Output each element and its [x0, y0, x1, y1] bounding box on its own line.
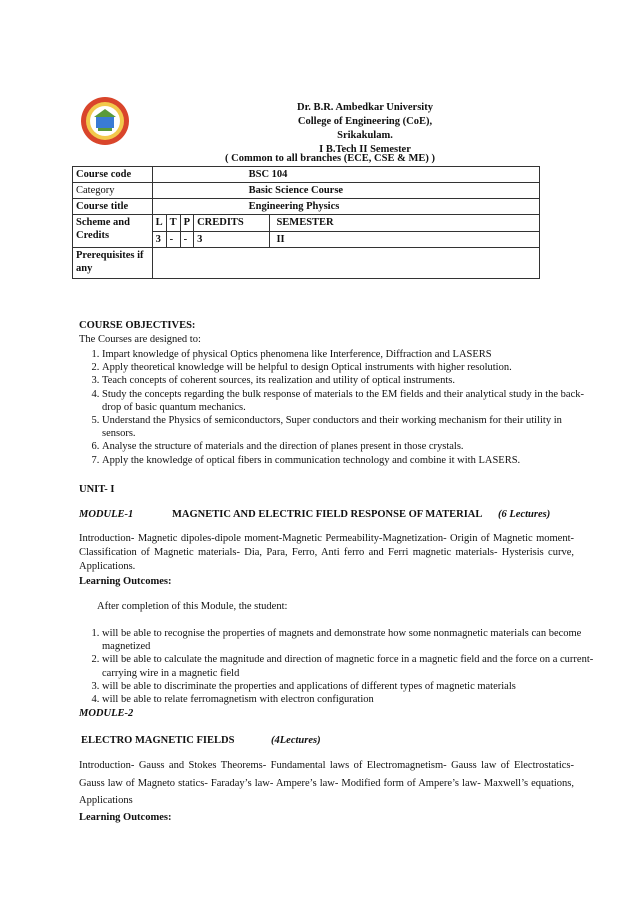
module1-body: Introduction- Magnetic dipoles-dipole moment-Magnetic Permeability-Magnetization- Origin of Magnetic moment- Classification of Magnetic materials- Dia, Para, Ferro, Anti ferro and Ferri magnetic materials- Hysterisis curve, Applications.: [79, 533, 574, 572]
college-name: College of Engineering (CoE),: [297, 116, 433, 127]
list-item: 3. will be able to discriminate the properties and applications of different types of magnetic materials: [102, 680, 597, 693]
course-info-table: [72, 166, 540, 279]
category-label: Category: [73, 183, 153, 199]
branches-note: ( Common to all branches (ECE, CSE & ME) ): [225, 153, 435, 164]
module1-outcomes-heading: Learning Outcomes:: [79, 576, 172, 587]
module2-outcomes-heading: Learning Outcomes:: [79, 812, 172, 823]
val-l: 3: [152, 231, 166, 248]
module2-title: ELECTRO MAGNETIC FIELDS: [81, 735, 235, 746]
module2-label: MODULE-2: [79, 708, 134, 719]
objectives-intro: The Courses are designed to:: [79, 334, 201, 345]
list-item: 4. Study the concepts regarding the bulk response of materials to the EM fields and their analytical study in the back-drop of basic quantum mechanics.: [102, 388, 597, 414]
list-item: 6. Analyse the structure of materials and the direction of planes present in those crystals.: [102, 440, 597, 453]
list-item: 3. Teach concepts of coherent sources, its realization and utility of optical instruments.: [102, 374, 597, 387]
col-semester-header: SEMESTER: [270, 215, 540, 232]
course-title-label: Course title: [73, 199, 153, 215]
col-t-header: T: [166, 215, 180, 232]
list-item: 1. will be able to recognise the properties of magnets and demonstrate how some nonmagnetic materials can become magnetized: [102, 627, 597, 653]
objectives-list: [79, 348, 597, 467]
course-title-value: Engineering Physics: [152, 199, 539, 215]
table-row: [73, 167, 540, 183]
module1-label: MODULE-1: [79, 509, 134, 520]
module1-title: MAGNETIC AND ELECTRIC FIELD RESPONSE OF MATERIAL: [172, 509, 483, 520]
table-row: [73, 248, 540, 279]
list-item: 2. Apply theoretical knowledge will be helpful to design Optical instruments with higher resolution.: [102, 361, 597, 374]
val-semester: II: [270, 231, 540, 248]
course-code-label: Course code: [73, 167, 153, 183]
list-item: 7. Apply the knowledge of optical fibers in communication technology and combine it with LASERS.: [102, 454, 597, 467]
list-item: 1. Impart knowledge of physical Optics phenomena like Interference, Diffraction and LASERS: [102, 348, 597, 361]
college-location: Srikakulam.: [337, 130, 393, 141]
course-code-value: BSC 104: [152, 167, 539, 183]
category-value: Basic Science Course: [152, 183, 539, 199]
table-row: [73, 199, 540, 215]
val-p: -: [180, 231, 193, 248]
module2-lectures: (4Lectures): [271, 735, 321, 746]
table-row: [73, 183, 540, 199]
university-seal-icon: [80, 96, 130, 146]
list-item: 5. Understand the Physics of semiconductors, Super conductors and their working mechanism for their utility in sensors.: [102, 414, 597, 440]
unit-heading: UNIT- I: [79, 484, 115, 495]
list-item: 4. will be able to relate ferromagnetism with electron configuration: [102, 693, 597, 706]
list-item: 2. will be able to calculate the magnitude and direction of magnetic force in a magnetic field and the force on a current-carrying wire in a magnetic field: [102, 653, 597, 679]
prereq-label: Prerequisites if any: [73, 248, 153, 279]
module2-body: Introduction- Gauss and Stokes Theorems- Fundamental laws of Electromagnetism- Gauss law of Electrostatics- Gauss law of Magneto statics- Faraday’s law- Ampere’s law- Modified form of Ampere’s law- Maxwell’s equations, Applications: [79, 760, 574, 806]
col-l-header: L: [152, 215, 166, 232]
prereq-value: [152, 248, 539, 279]
scheme-label: Scheme and Credits: [73, 215, 153, 248]
semester-title: I B.Tech II Semester: [319, 144, 411, 155]
col-p-header: P: [180, 215, 193, 232]
module1-outcomes-list: [79, 627, 597, 706]
module1-lectures: (6 Lectures): [498, 509, 551, 520]
university-name: Dr. B.R. Ambedkar University: [297, 102, 433, 113]
objectives-heading: COURSE OBJECTIVES:: [79, 320, 196, 331]
module1-outcomes-intro: After completion of this Module, the student:: [97, 601, 288, 612]
table-row: [73, 215, 540, 232]
val-t: -: [166, 231, 180, 248]
val-credits: 3: [194, 231, 270, 248]
col-credits-header: CREDITS: [194, 215, 270, 232]
